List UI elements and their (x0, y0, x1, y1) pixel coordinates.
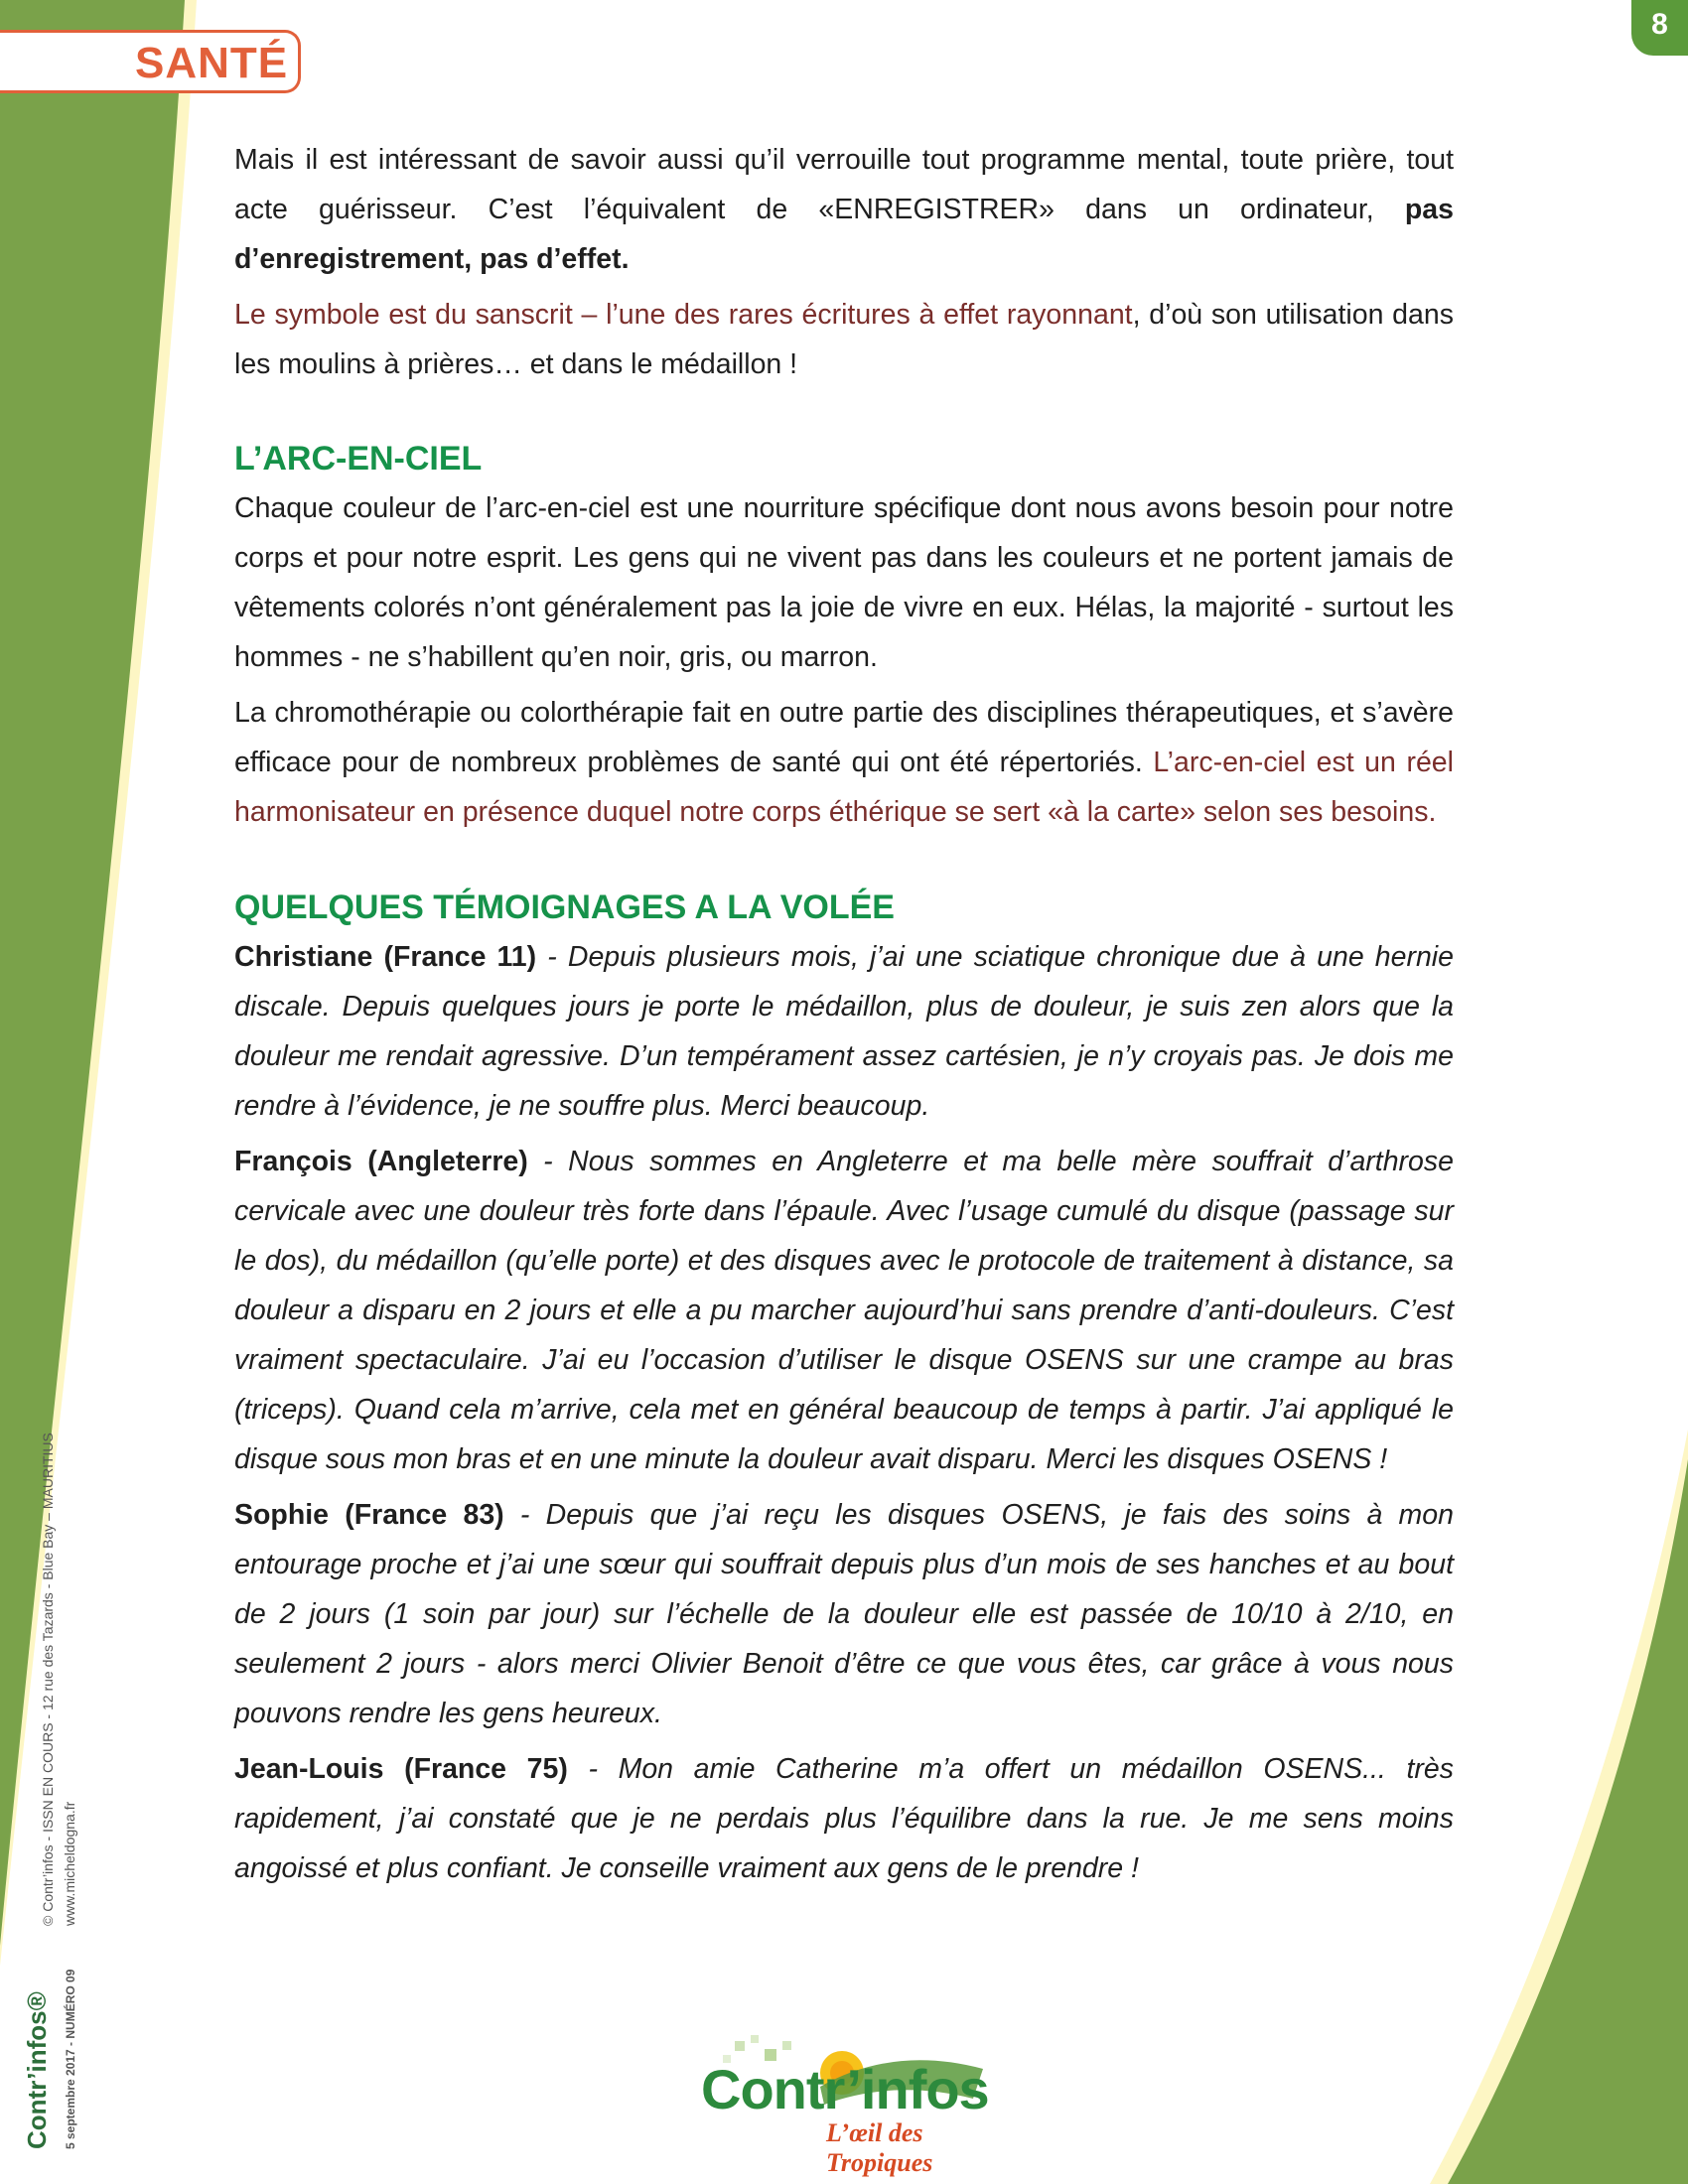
arc-text: La chromothérapie ou colorthérapie fait en outre partie des disciplines thérapeutiques, et s’avère efficace pour de nombreux problèmes de santé qui ont été répertoriés. (234, 697, 1454, 778)
intro-rest: , d’où son utilisation dans les moulins à prières… et dans le médaillon ! (234, 299, 1454, 380)
footer-logo (695, 2035, 1013, 2177)
section-tab (0, 30, 301, 93)
arc-accent: L’arc-en-ciel est un réel harmonisateur en présence duquel notre corps éthérique se sert «à la carte» selon ses besoins. (234, 747, 1454, 828)
heading-temoignages: QUELQUES TÉMOIGNAGES A LA VOLÉE (234, 888, 895, 926)
testimonial-jean-louis (234, 1744, 1454, 1893)
sidebar-date: 5 septembre 2017 - NUMÉRO 09 (64, 1969, 77, 2149)
section-title: SANTÉ (135, 39, 289, 87)
heading-arc-en-ciel: L’ARC-EN-CIEL (234, 440, 483, 478)
sidebar-brand: Contr’infos® (22, 1991, 52, 2149)
testimonial-author: Sophie (France 83) (234, 1499, 504, 1531)
intro-text: Mais il est intéressant de savoir aussi qu’il verrouille tout programme mental, toute prière, tout acte guérisseur. C’est l’équivalent de «ENREGISTRER» dans un ordinateur, (234, 144, 1454, 225)
testimonial-text: - Depuis plusieurs mois, j’ai une sciatique chronique due à une hernie discale. Depuis quelques jours je porte le médaillon, plus de douleur, je suis zen alors que la douleur me rendait agressive. D’un tempérament assez cartésien, je n’y croyais pas. Je dois me rendre à l’évidence, je ne souffre plus. Merci beaucoup. (234, 941, 1454, 1122)
testimonial-author: Christiane (France 11) (234, 941, 537, 973)
testimonial-text: - Nous sommes en Angleterre et ma belle mère souffrait d’arthrose cervicale avec une douleur très forte dans l’épaule. Avec l’usage cumulé du disque (passage sur le dos), du médaillon (qu’elle porte) et des disques avec le protocole de traitement à distance, sa douleur a disparu en 2 jours et elle a pu marcher aujourd’hui sans prendre d’anti-douleurs. C’est vraiment spectaculaire. J’ai eu l’occasion d’utiliser le disque OSENS sur une crampe au bras (triceps). Quand cela m’arrive, cela met en général beaucoup de temps à partir. J’ai appliqué le disque sous mon bras et en une minute la douleur avait disparu. Merci les disques OSENS ! (234, 1146, 1454, 1475)
intro-bold: pas d’enregistrement, pas d’effet. (234, 194, 1454, 275)
logo-text: Contr’infos (701, 2058, 989, 2120)
page-number: 8 (1651, 8, 1668, 41)
intro-paragraph-2 (234, 290, 1454, 389)
testimonial-text: - Mon amie Catherine m’a offert un médaillon OSENS... très rapidement, j’ai constaté que je ne perdais plus l’équilibre dans la rue. Je me sens moins angoissé et plus confiant. Je conseille vraiment aux gens de le prendre ! (234, 1753, 1454, 1884)
testimonial-author: François (Angleterre) (234, 1146, 528, 1177)
intro-accent: Le symbole est du sanscrit – l’une des rares écritures à effet rayonnant (234, 299, 1133, 331)
article-body (234, 135, 1454, 1899)
arc-paragraph-1: Chaque couleur de l’arc-en-ciel est une nourriture spécifique dont nous avons besoin pour notre corps et pour notre esprit. Les gens qui ne vivent pas dans les couleurs et ne portent jamais de vêtements colorés n’ont généralement pas la joie de vivre en eux. Hélas, la majorité - surtout les hommes - ne s’habillent qu’en noir, gris, ou marron. (234, 492, 1454, 673)
logo-tagline: L’œil des Tropiques (826, 2118, 933, 2177)
page-number-badge (1631, 0, 1688, 56)
sidebar-website-link[interactable]: www.micheldogna.fr (62, 1801, 77, 1926)
testimonial-francois (234, 1137, 1454, 1484)
intro-paragraph-1 (234, 135, 1454, 284)
sidebar-credit: © Contr’infos - ISSN EN COURS - 12 rue des Tazards - Blue Bay – MAURITIUS (40, 1433, 56, 1926)
arc-paragraph-2 (234, 688, 1454, 837)
testimonial-text: - Depuis que j’ai reçu les disques OSENS, je fais des soins à mon entourage proche et j’ai une sœur qui souffrait depuis plus d’un mois de ses hanches et au bout de 2 jours (1 soin par jour) sur l’échelle de la douleur elle est passée de 10/10 à 2/10, en seulement 2 jours - alors merci Olivier Benoit d’être ce que vous êtes, car grâce à vous nous pouvons rendre les gens heureux. (234, 1499, 1454, 1729)
testimonial-author: Jean-Louis (France 75) (234, 1753, 568, 1785)
testimonial-christiane (234, 932, 1454, 1131)
testimonial-sophie (234, 1490, 1454, 1738)
